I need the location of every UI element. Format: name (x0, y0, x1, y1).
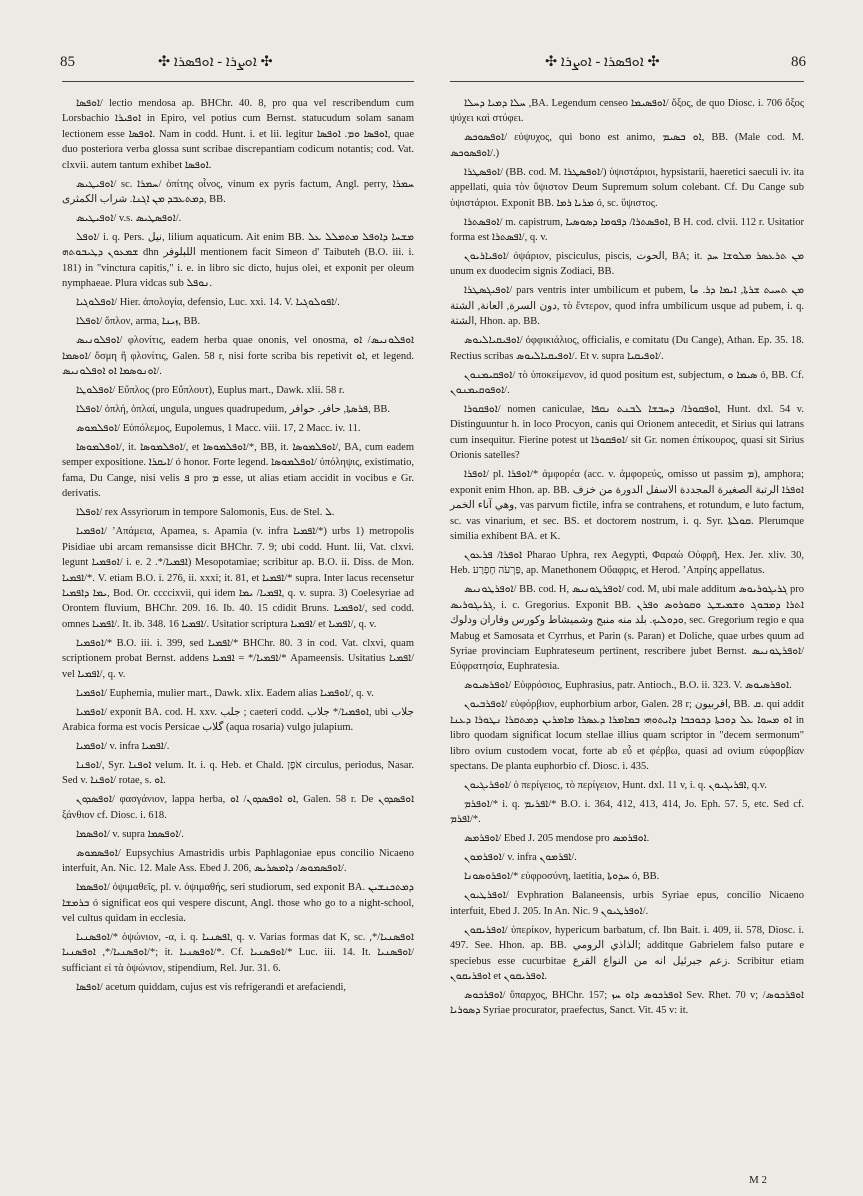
dictionary-entry: ܐܘܦܠܘܛܐ/ Εὔπλος (pro Εὔπλουτ), Euplus mart., Dawk. xlii. 58 r. (76, 385, 345, 397)
dictionary-entry: ܐܘܦܠܘܓܝܐ/ Hier. ἀπολογία, defensio, Luc. xxi. 14. V. ܐܦܘܠܘܓܝܐ/. (76, 297, 340, 309)
dictionary-entry: ܐܘܦܣܕܘܢ/ φασγάνιον, lappa herba, ܐܘ ܐܘܦܣܕܘܢ/ ܐܘ, Galen. 58 r. De ܐܘܦܣܕܘܢ ξάνθιον cf. Diosc. i. 618. (62, 794, 415, 821)
dictionary-entry: ܐܘܦܪܣܝܘܣ/ Εὐφρόσιος, Euphrasius, patr. Antioch., B.O. ii. 323. V. ܐܘܦܪܣܝܘܣ. (464, 680, 792, 692)
dictionary-entry: ܐܘܦܪܐ/ pl. ܐܘܦܪܐ/* ἀμφορέα (acc. v. ἀμφορεύς, omisso ut passim ܡ), amphora; exponit enim Hhon. ap. BB. ܐܘܦܪܐ الرتبة الصغيرة المجددة الاسفل الدورة من خزف وهي آناء الخمر, vas parvum fictile, infra se contrahens, et rotundum, e luto factum, sc. vas vinarium, et sec. BS. et doctorem nostrum, i. q. Syr. ܩܘܠܬܐ. Plerumque similia exhibent BA. et K. (450, 469, 805, 542)
dictionary-entry: ܐܘܦܣܢܝܐ/* ὀψώνιον, -α, i. q. ܐܦܣܢܝܐ, q. v. Varias formas dat K, sc. ܐܘܦܣܢܝܐ/*, ܐܘܦܣܢܝܐ/*, ܐܘܦܣܢܝܐ/*; it. ܐܘܦܣܢܝܐ/*. Cf. ܐܘܦܣܢܝܐ/* Luc. iii. 14. It. ܐܘܦܣܢܝܐ/ sufficiant εἰ τὰ ὀψώνιον, stipendium, Rel. Jur. 31. 6. (62, 931, 415, 974)
dictionary-entry: ܐܘܦܪܝܓܝܘܢ/ ὁ περίγειος, τὸ περίγειον, Hunt. dxl. 11 v, i. q. ܐܦܪܝܓܝܘܢ, q.v. (464, 779, 767, 791)
page-number-left: 85 (60, 54, 75, 70)
header-rule-left (62, 81, 414, 82)
dictionary-entry: ܐܘܦܠܐ/ rex Assyriorum in tempore Salomonis, Eus. de Stel. ܠ. (76, 507, 335, 519)
dictionary-entry: ܐܘܦܢܐ/, Syr. ܐܘܦܢܐ velum. It. i. q. Heb. et Chald. אֹפֶן circulus, periodus, Nasar. Sed v. ܐܘܦܢܐ/ rotae, s. ܐܘ. (62, 759, 414, 787)
dictionary-entry: ܐܘܦܩܝܡܢܘܢ/ τὸ ὑποκείμενον, id quod positum est, subjectum, ܣܝܡܐ ܘ ó, BB. Cf. ܐܘܦܘܩܝܡܢܘܢ/. (450, 369, 804, 397)
dictionary-entry: ܐܘܦܣܡܘܣ/ Eupsychius Amastridis urbis Paphlagoniae epus concilio Nicaeno interfuit, An. Nic. 12. Male Ass. Ebed J. 206, ܐܘܦܣܡܘܣ/ ܕܐܡܣܪܝܣ/. (62, 847, 414, 875)
dictionary-entry: ܐܘܦܪܛܝܘܢ/ Evphration Balaneensis, urbis Syriae epus, concilio Nicaeno interfuit, Ebed J. 205. In An. Nic. 9 ܐܘܦܪܛܝܘܢ/. (450, 890, 804, 917)
dictionary-entry: ܐܘܦܣܐ/ lectio mendosa ap. BHChr. 40. 8, pro qua vel rescribendum cum Lorsbachio ܐܘܦܝܪܐ in Epiro, vel potius cum Bernst. statucudum solam sanam lectionem esse ܐܘܦܣܐ. Nam in codd. Hunt. i. et lii. legitur ܐܘܦܣܐ ܘܡ. ܐܘܦܣܐ, quae duo posteriora verba glossa sunt scribae discrepantiam codicum notantis; cod. Vat. clxvii. autem tantum exhibet ܐܘܦܣܐ. (62, 98, 414, 171)
dictionary-entry: ܐܘܦܝܛܝܣ/ v.s. ܐܘܦܣܛܝܣ/. (76, 213, 182, 225)
dictionary-entry: ܐܘܦܣܬܪܐ/ m. capistrum, ܐܘܦܣܬܪܐ/ ܕܦܘܡܐ ܕܣܘܣܝܐ, B H. cod. clvii. 112 r. Usitatior forma est ܐܦܣܬܪܐ/, q. v. (450, 216, 804, 244)
dictionary-entry: ܐܘܦܪܛܘܢܝܣ/ BB. cod. H, ܐܘܦܪܛܘܢܝܣ/ cod. M, ubi male additum ܓܪܝܓܘܪܝܘܣ pro ܓܪܝܓܘܪܝܣ, i. c. Gregorius. Exponit BB. ܐܬܪܐ ܕܡܒܘܓ ܘܫܡܝܫܛ ܘܩܘܪܘܣ ܘܦܪܢ ܘܕܘܠܝܟ. بلد منه منبج وشميشاط وكورس وفاران ودلوك, sec. Gregorium regio e qua Mabug et Samosata et Cyrrhus, et Parin (s. Paran) et Doliche, quae urbes quum ad Syriae provinciam Euphrateseum pertinent, rescribere jubet Bernst. ܐܘܦܪܛܘܢܝܣ/ Εὐφρατησία, Euphratesia. (450, 584, 805, 673)
dictionary-entry: ܐܘܦܝܩܝܐܠܝܘܣ/ ὀφφικιάλιος, officialis, e comitatu (Du Cange), Athan. Ep. 35. 18. Rectius scribas ܐܘܦܝܩܝܐܠܝܘܣ/. Et v. supra ܐܘܦܝܩܝܐ/. (450, 335, 804, 362)
dictionary-entry: ܐܘܦܪܘܣܘܢܐ/* εὐφροσύνη, laetitia, ܚܕܘܬܐ ó, BB. (464, 871, 660, 883)
dictionary-entry: ܐܘܦܠܡܘܣܐ/, it. ܐܘܦܠܡܘܣܐ/, et ܐܘܦܠܡܘܣܐ/*, BB, it. ܐܘܦܠܡܘܣܐ/, BA, cum eadem semper expositione. ܐܝܩܪܐ/ ó honor. Forte legend. ܐܘܦܠܡܘܣܐ/ ὑπόληψις, existimatio, fama, Du Cange, nisi velis ܦ pro ܡ esse, ut alias etiam accidit in vocibus e Gr. derivatis. (62, 442, 415, 500)
dictionary-entry: ܚܠܐ ܕܡܝܐ ܕܚܠܐ ,BA. Legendum censeo ܐܘܦܣܝܡܐ/ ὄξος, de quo Diosc. i. 706 ὄξος ψύχει καὶ στύφει. (450, 98, 805, 125)
dictionary-entry: ܐܘܦܪܟܘܣ/ ὕπαρχος, BHChr. 157; ܐܘܦܪܟܘܣ ܕܐܘ ܚܙ Sev. Rhet. 70 v; ܐܘܦܪܟܘܣ/ ܕܣܘܪܝܐ Syriae procurator, praefectus, Sanct. Vit. 45 v: it. (450, 990, 805, 1017)
dictionary-entry: ܐܘܦܝܓܣܛܪܐ/ pars ventris inter umbilicum et pubem, ܡܢ ܬܚܝܬ ܫܪܬܐ, ܐܝܡܐ ܕܪ. ما دون السرة, العانة, الشتة, τὸ ἔντερον, quod infra umbilicum usque ad pubem, i. q. الشتة, Hhon. ap. BB. (450, 285, 804, 328)
dictionary-entry: ܐܘܦܩܘܪܐ/ nomen caniculae, ܐܘܦܩܘܪܐ/ ܕܚܒܫܐ ܠܒܢܬ ܢܩܦܐ, Hunt. dxl. 54 v. Distinguuntur h. in loco Procyon, canis qui Orionem antecedit, et Sirius qui latrans cum insequitur. Fierine potest ut ܐܘܦܩܘܪܐ/ sit Gr. nomen ἐπίκουρος, quasi sit Sirius Orionis satelles? (450, 404, 805, 462)
dictionary-entry: ܐܘܦܡܝܐ/* B.O. iii. i. 399, sed ܐܦܡܝܐ/* BHChr. 80. 3 in cod. Vat. clxvi, quam scriptionem probat Bernst. addens ܐܦܡܝܐ/* = ܐܦܡܝܐ/* Apameensis. Usitatius ܐܦܡܝܐ/ vel ܐܦܡܝܐ/, q. v. (62, 637, 415, 680)
dictionary-entry: ܐܘܦܠ/ i. q. Pers. نيل, lilium aquaticum. Ait enim BB. ܡܫܚܐ ܕܐܘܦܠ ܡܬܡܠܠ ܥܠ ܫܡܥܘܢ ܕܛܝܒܘܬܗ dhn اللبلوفر mentionem facit Simeon d' Taibuteh (B.O. iii. i. 181) in "vinctura capitis," i. e. in libro sic dicto, hujus olei, et exponit per oleum nymphaeae. Plura vidcas sub ܢܘܦܠ. (62, 232, 414, 290)
dictionary-entry: ܐܘܦܪܒܝܘܢ/ εὐφόρβιον, euphorbium arbor, Galen. 28 r; افربيون, BB. ܩ. qui addit ܐܘ ܡܚܘܐ ܥܠ ܕܘܟܬܐ ܕܟܘܟܒܐ ܕܐܝܬܘܗܝ ܒܡܐܡܪܐ ܕܥܣܪܐ ܡܐܡܪܝܢ ܕܡܬܩܪܐ ܢܛܘܪܐ ܕܥܢܐ in libro quodam significat locum stellae illius quam scriptor in "decem sermonum" libro ovium custodem vocat, forte ab εὖ et φέρβω, quasi ad ovium εὐφορβίαν spectans. De planta euphorbio cf. Diosc. i. 435. (450, 699, 805, 772)
running-title-left: ✣ ܐܘܨܪܐ - ܐܘܦܣܪܐ ✣ (158, 54, 273, 70)
dictionary-entry: ܐܘܦܝܐܪܝܘܢ/ ὀψάριον, pisciculus, piscis, الحوت, BA; it. ܡܢ ܬܪܥܣܪ ܡܠܘܫܐ ܚܕ unum ex duodecim signis Zodiaci, BB. (450, 251, 804, 278)
right-column (450, 96, 804, 1022)
dictionary-entry: ܐܘܦܪܡܘܢ/ v. infra ܐܦܪܡܘܢ/. (464, 852, 577, 864)
dictionary-entry: ܐܘܦܝܛܝܣ/ sc. ܚܡܪܐ/ ὀπίτης οἶνος, vinum ex pyris factum, Angl. perry, ܚܡܪܐ ܕܡܬܥܒܕ ܡܢ ܐܓܢܐ. شراب الكمثرى, BB. (62, 178, 414, 206)
dictionary-entry: ܐܘܦܠܘܢܝܣ/ φλονίτις, eadem herba quae ononis, vel onosma, ܐܘܦܠܘܢܝܣ/ ܐܘ ܐܘܣܡܐ/ ὄσμη ἢ φλονίτις, Galen. 58 r, nisi forte scriba bis repetivit ܐܘ, et legend. ܐܘܢܘܣܡܐ ܐܘ ܐܘܦܠܘܢܝܣ/. (62, 335, 415, 378)
dictionary-entry: ܐܘܦܡܝܐ/ Euphemia, mulier mart., Dawk. xlix. Eadem alias ܐܘܦܡܝܐ/, q. v. (76, 687, 374, 699)
page-number-right: 86 (791, 54, 806, 70)
dictionary-entry: ܐܘܦܪܐ/ ܦܪܥܘܢ Pharao Uphra, rex Aegypti, Φαραὼ Οὐφρῆ, Hex. Jer. xliv. 30, Heb. פַּרְעֹה חָפְרַע, ap. Manethonem Οὔαφρις, et Herod. ʼΑπρίης appellatus. (450, 549, 805, 577)
dictionary-entry: ܐܘܦܣܛܪܐ/ (BB. cod. M. ܐܘܦܣܛܪܐ/) ὑψιστάριοι, hypsistarii, haeretici saeculi iv. ita appellati, quia τὸν ὕψιστον Deum Supremum solum colebant. Cf. Du Cange sub ὑψιστάριοι. Exponit BB. ܡܪܝܐ ܪܡܐ ó, sc. ὕψιστος. (450, 166, 804, 209)
header-rule-right (450, 81, 804, 82)
running-title-right: ✣ ܐܘܦܣܪܐ - ܐܘܨܪܐ ✣ (545, 54, 660, 70)
dictionary-entry: ܐܘܦܡܝܐ/ ʼΑπάμεια, Apamea, s. Apamia (v. infra ܐܦܡܝܐ/*) urbs 1) metropolis Pisidiae ubi arcam remansisse dicit BHChr. 7. 9; ubi codd. Hunt. lii, Vat. clxvi. legunt ܐܘܦܡܝܐ/ i. e. ܐܦܡܝܐ/*. 2) Mesopotamiae; scribitur ap. B.O. ii. Diss. de Mon. ܐܦܡܝܐ/*. V. etiam B.O. i. 276, ii. xxxi; it. 81, et ܐܦܡܝܐ/* supra. Inter lacus recensetur ܝܡܐ ܕܐܦܡܝܐ, Bod. Or. ccccixvii, qui idem ܐܦܡܝܐ/ ܝܡܐ, q. v. supra. 3) Coelesyriae ad Orontem fluvium, BHChr. 209. 16. Ib. 40. 15 cdidit Bruns. ܐܘܦܡܝܐ/, sed codd. omnes ܐܦܡܝܐ/. It. ib. 348. 16 ܐܦܡܝܐ/. Usitatior scriptura ܐܦܡܝܐ/ et ܐܦܡܝܐ/, q. v. (62, 526, 415, 630)
left-column (62, 96, 414, 999)
dictionary-entry: ܐܘܦܡܝܐ/ exponit BA. cod. H. xxv. جلب ; caeteri codd. ܐܘܦܡܝܐ/* جلاب, ubi جلاب Arabica forma est vocis Persicae گلاب (aqua rosaria) vulgo julapium. (62, 706, 414, 733)
dictionary-entry: ܐܘܦܠܐ/ ὁπλή, ὁπλαί, ungula, ungues quadrupedum, ܦܪܣܬܐ, حافر. حوافر, BB. (76, 404, 390, 416)
dictionary-entry: ܐܘܦܣܘܟܣ/ εὐψυχος, qui bono est animo, ܐܘ ܒܣܝܡ, BB. (Male cod. M. ܐܘܦܣܘܟܣ/.) (450, 132, 804, 159)
dictionary-entry: ܐܘܦܣܡܐ/ ὀψιμαθεῖς, pl. v. ὀψιμαθής, seri studiorum, sed exponit BA. ܕܡܬܟܢܫܝܢ ܒܪܡܫܐ ó significat eos qui vespere discunt, Angl. those who go to a night-school, vel cultus quidam in ecclesia. (62, 882, 414, 924)
dictionary-entry: ܐܘܦܠܡܘܣ/ Εὐπόλεμος, Eupolemus, 1 Macc. viii. 17, 2 Macc. iv. 11. (76, 423, 361, 435)
dictionary-entry: ܐܘܦܡܝܐ/ v. infra ܐܦܡܝܐ/. (76, 740, 170, 752)
dictionary-entry: ܐܘܦܪܝܩܘܢ/ ὑπερίκον, hypericum barbatum, cf. Ibn Bait. i. 409, ii. 578, Diosc. i. 497. See. Hhon. ap. BB. الذاذي الرومي; additque Gabrielem falso putare e speciebus esse cucurbitae زعم جبرئيل انه من النواع القرع. Scribitur etiam ܐܘܦܪܝܩܘܢ et ܐܘܦܪܝܩܘܢ. (450, 924, 804, 982)
signature-mark: M 2 (749, 1174, 768, 1186)
dictionary-entry: ܐܘܦܪܡ/* i. q. ܐܦܪܝܡ/* B.O. i. 364, 412, 413, 414, Jo. Eph. 57. 5, etc. Sed cf. ܐܦܪܡ/*. (450, 798, 804, 826)
dictionary-entry: ܐܘܦܣܡܐ/ v. supra ܐܘܦܣܡܐ/. (76, 828, 184, 840)
dictionary-entry: ܐܘܦܠܐ/ ὅπλον, arma, ܙܝܢܐ, BB. (76, 316, 201, 328)
dictionary-entry: ܐܘܦܪܡܣ/ Ebed J. 205 mendose pro ܐܘܦܪܡܣ. (464, 833, 650, 845)
dictionary-entry: ܐܘܦܣܐ/ acetum quiddam, cujus est vis refrigerandi et arefaciendi, (76, 981, 346, 993)
